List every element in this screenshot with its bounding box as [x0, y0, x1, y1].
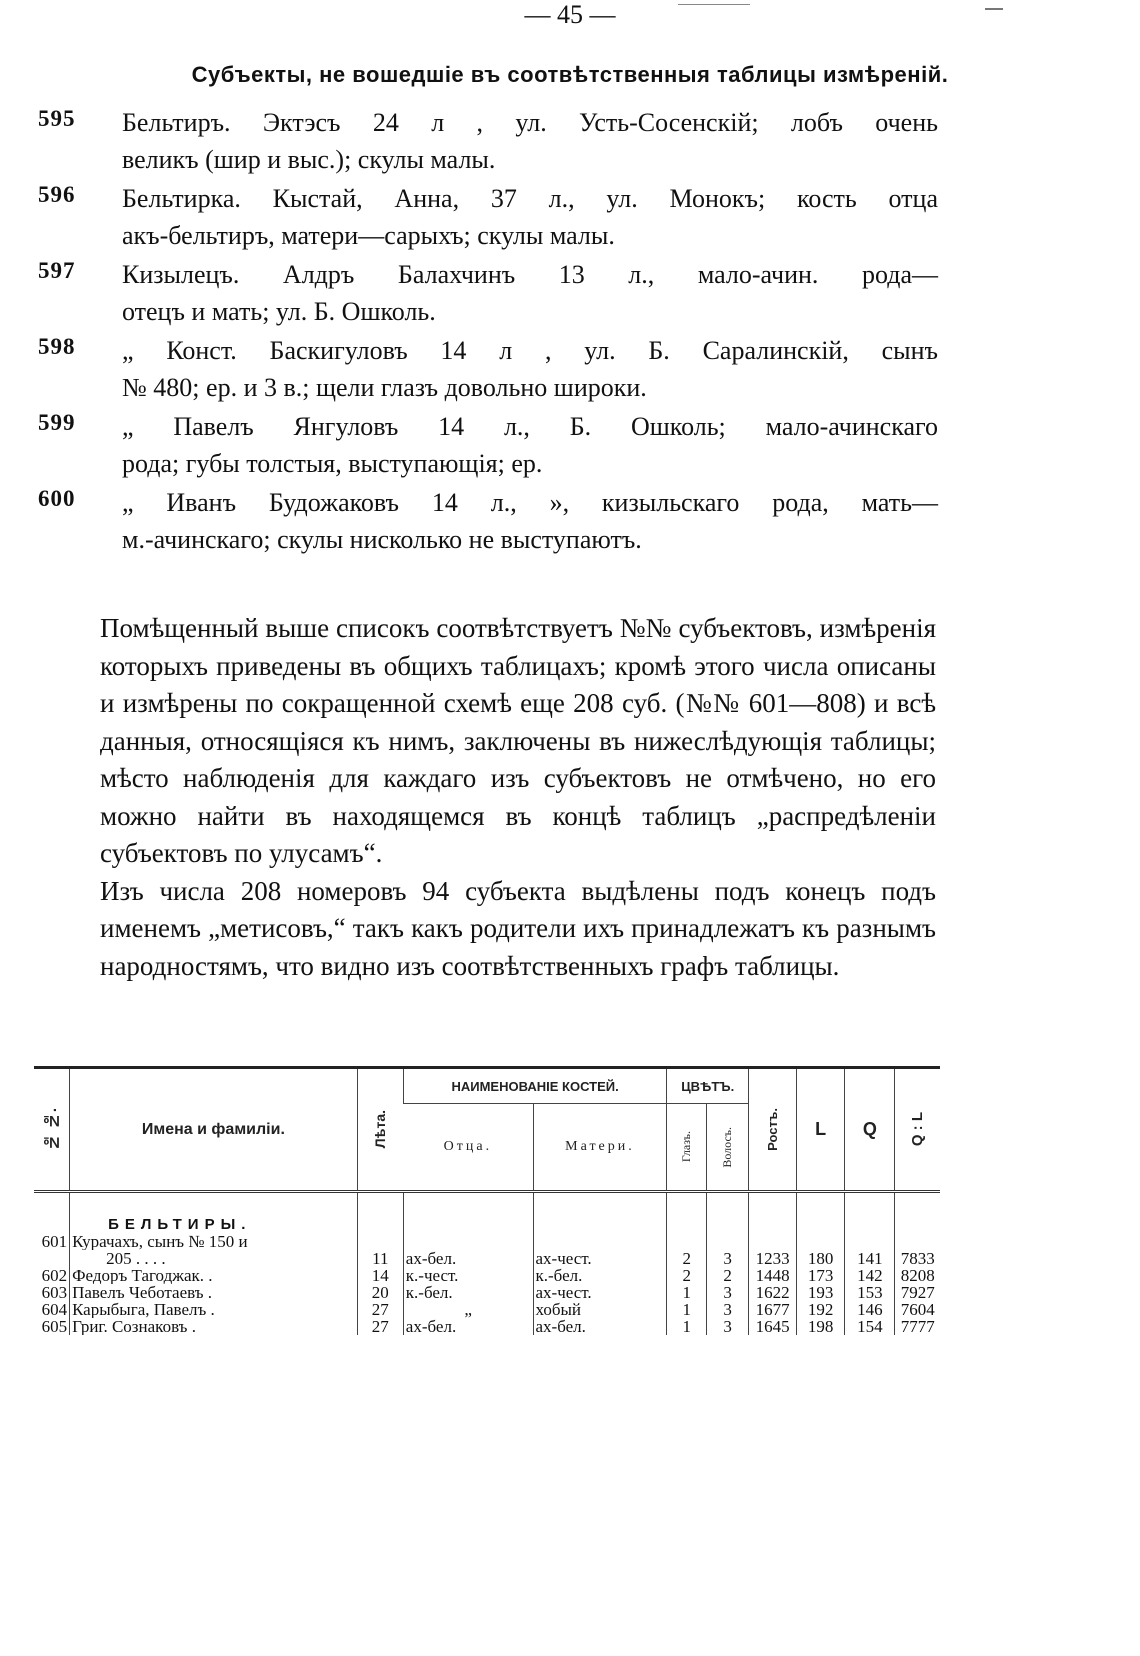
cell-age: 27	[357, 1318, 403, 1335]
cell-qi: 7604	[895, 1301, 940, 1318]
entry-line: рода; губы толстыя, выступающія; ер.	[122, 449, 543, 478]
cell-q: 146	[845, 1301, 895, 1318]
table-row	[34, 1301, 940, 1318]
cell-mother	[533, 1233, 667, 1250]
header-height	[749, 1068, 797, 1192]
cell-father: ах-бел.	[403, 1318, 533, 1335]
cell-height: 1645	[749, 1318, 797, 1335]
cell-father	[403, 1233, 533, 1250]
cell-qi	[895, 1233, 940, 1250]
tribe-name: БЕЛЬТИРЫ.	[108, 1216, 252, 1233]
section-heading: Субъекты, не вошедшіе въ соотвѣтственныя таблицы измѣреній.	[191, 62, 949, 87]
cell-eyes: 1	[667, 1318, 707, 1335]
cell-qi: 7777	[895, 1318, 940, 1335]
paragraph-2: Изъ числа 208 номеровъ 94 субъекта выдѣлены подъ конецъ подъ именемъ „метисовъ,“ такъ какъ родители ихъ принадлежатъ къ разнымъ народностямъ, что видно изъ соотвѣтственныхъ графъ таблицы.	[100, 875, 936, 981]
entry-number: 600	[38, 486, 76, 511]
cell-age	[357, 1233, 403, 1250]
cell-age: 11	[357, 1250, 403, 1267]
cell-age: 14	[357, 1267, 403, 1284]
prose-body	[100, 610, 936, 985]
cell-hair: 3	[707, 1301, 749, 1318]
cell-hair: 2	[707, 1267, 749, 1284]
cell-mother: ах-чест.	[533, 1250, 667, 1267]
entry-list	[38, 104, 938, 560]
header-q	[845, 1068, 895, 1192]
entry-number: 595	[38, 106, 76, 131]
entry-number: 599	[38, 410, 76, 435]
cell-mother: ах-чест.	[533, 1284, 667, 1301]
cell-l: 180	[797, 1250, 845, 1267]
header-l-label: L	[815, 1119, 827, 1139]
entry-line: „ Конст. Баскигуловъ 14 л , ул. Б. Саралинскій, сынъ	[122, 336, 938, 365]
cell-no: 604	[41, 1301, 68, 1318]
cell-height: 1448	[749, 1267, 797, 1284]
header-qi-label: Q : L	[909, 1112, 927, 1147]
cell-name: Федоръ Тагоджак. .	[70, 1267, 358, 1284]
group-row	[34, 1192, 940, 1234]
cell-eyes: 1	[667, 1284, 707, 1301]
cell-mother: хобый	[533, 1301, 667, 1318]
cell-mother: к.-бел.	[533, 1267, 667, 1284]
cell-q: 153	[845, 1284, 895, 1301]
entry-596	[38, 180, 938, 254]
group-label	[70, 1192, 358, 1234]
header-mother: Матери.	[533, 1104, 667, 1192]
header-eyes	[667, 1104, 707, 1192]
table-row	[34, 1318, 940, 1335]
cell-name: Павелъ Чеботаевъ .	[70, 1284, 358, 1301]
cell-qi: 7927	[895, 1284, 940, 1301]
cell-father: к.-чест.	[403, 1267, 533, 1284]
cell-l: 198	[797, 1318, 845, 1335]
header-bones-group: НАИМЕНОВАНІЕ КОСТЕЙ.	[403, 1068, 667, 1104]
header-height-label: Ростъ.	[765, 1108, 781, 1151]
header-rule	[678, 4, 750, 5]
entry-line: „ Иванъ Будожаковъ 14 л., », кизыльскаго рода, мать—	[122, 488, 938, 517]
entry-number: 597	[38, 258, 76, 283]
header-age	[357, 1068, 403, 1192]
cell-height	[749, 1233, 797, 1250]
cell-no	[34, 1250, 70, 1267]
cell-q: 154	[845, 1318, 895, 1335]
table-row	[34, 1267, 940, 1284]
entry-number: 598	[38, 334, 76, 359]
header-hair-label: Волосъ.	[720, 1126, 735, 1168]
entry-line: № 480; ер. и 3 в.; щели глазъ довольно широки.	[122, 373, 647, 402]
cell-no: 603	[41, 1284, 68, 1301]
cell-no: 602	[41, 1267, 68, 1284]
cell-hair: 3	[707, 1318, 749, 1335]
cell-hair	[707, 1233, 749, 1250]
cell-qi: 7833	[895, 1250, 940, 1267]
cell-height: 1233	[749, 1250, 797, 1267]
header-hair	[707, 1104, 749, 1192]
header-names	[70, 1068, 358, 1192]
header-father: Отца.	[403, 1104, 533, 1192]
header-eyes-label: Глазъ.	[679, 1131, 694, 1163]
header-color-group: ЦВѢТЪ.	[667, 1068, 749, 1104]
table-row	[34, 1250, 940, 1267]
cell-no: 601	[41, 1233, 68, 1250]
entry-line: Кизылецъ. Алдръ Балахчинъ 13 л., мало-ачин. рода—	[122, 260, 938, 289]
cell-father: к.-бел.	[403, 1284, 533, 1301]
cell-q	[845, 1233, 895, 1250]
cell-age: 20	[357, 1284, 403, 1301]
table-row	[34, 1233, 940, 1250]
cell-q: 141	[845, 1250, 895, 1267]
entry-line: Бельтиръ. Эктэсъ 24 л , ул. Усть-Сосенскій; лобъ очень	[122, 108, 938, 137]
cell-hair: 3	[707, 1284, 749, 1301]
cell-name: Карыбыга, Павелъ .	[70, 1301, 358, 1318]
header-qi	[895, 1068, 940, 1192]
cell-name: Курачахъ, сынъ № 150 и	[70, 1233, 358, 1250]
measurement-table	[34, 1066, 940, 1335]
cell-name: 205 . . . .	[70, 1250, 358, 1267]
cell-hair: 3	[707, 1250, 749, 1267]
entry-line: Бельтирка. Кыстай, Анна, 37 л., ул. Монокъ; кость отца	[122, 184, 938, 213]
cell-mother: ах-бел.	[533, 1318, 667, 1335]
cell-eyes: 2	[667, 1250, 707, 1267]
entry-line: великъ (шир и выс.); скулы малы.	[122, 145, 496, 174]
entry-number: 596	[38, 182, 76, 207]
paragraph-1: Помѣщенный выше списокъ соотвѣтствуетъ №№ субъектовъ, измѣренія которыхъ приведены въ общихъ таблицахъ; кромѣ этого числа описаны и измѣрены по сокращенной схемѣ еще 208 суб. (№№ 601—808) и всѣ данныя, относящіяся къ нимъ, заключены въ нижеслѣдующія таблицы; мѣсто наблюденія для каждаго изъ субъектовъ не отмѣчено, но его можно найти въ находящемся въ концѣ таблицъ „распредѣленіи субъектовъ по улусамъ“.	[100, 613, 936, 868]
header-number-label: № №.	[43, 1108, 61, 1151]
cell-l: 193	[797, 1284, 845, 1301]
cell-height: 1677	[749, 1301, 797, 1318]
entry-line: „ Павелъ Янгуловъ 14 л., Б. Ошколь; мало-ачинскаго	[122, 412, 938, 441]
entry-600	[38, 484, 938, 558]
cell-q: 142	[845, 1267, 895, 1284]
cell-eyes: 1	[667, 1301, 707, 1318]
entry-595	[38, 104, 938, 178]
cell-eyes: 2	[667, 1267, 707, 1284]
cell-name: Григ. Сознаковъ .	[70, 1318, 358, 1335]
cell-l: 173	[797, 1267, 845, 1284]
cell-no: 605	[41, 1318, 68, 1335]
entry-line: м.-ачинскаго; скулы нисколько не выступаютъ.	[122, 525, 642, 554]
corner-mark	[985, 8, 1003, 10]
entry-line: отецъ и мать; ул. Б. Ошколь.	[122, 297, 436, 326]
cell-l: 192	[797, 1301, 845, 1318]
entry-598	[38, 332, 938, 406]
entry-597	[38, 256, 938, 330]
header-names-label: Имена и фамиліи.	[141, 1120, 285, 1138]
header-l	[797, 1068, 845, 1192]
cell-height: 1622	[749, 1284, 797, 1301]
entry-599	[38, 408, 938, 482]
entry-line: акъ-бельтиръ, матери—сарыхъ; скулы малы.	[122, 221, 615, 250]
cell-father: „	[403, 1301, 533, 1318]
cell-father: ах-бел.	[403, 1250, 533, 1267]
header-age-label: Лѣта.	[372, 1110, 389, 1149]
cell-qi: 8208	[895, 1267, 940, 1284]
header-q-label: Q	[862, 1119, 877, 1139]
page-number: — 45 —	[524, 0, 616, 29]
cell-age: 27	[357, 1301, 403, 1318]
table-row	[34, 1284, 940, 1301]
cell-l	[797, 1233, 845, 1250]
header-number	[34, 1068, 70, 1192]
cell-eyes	[667, 1233, 707, 1250]
